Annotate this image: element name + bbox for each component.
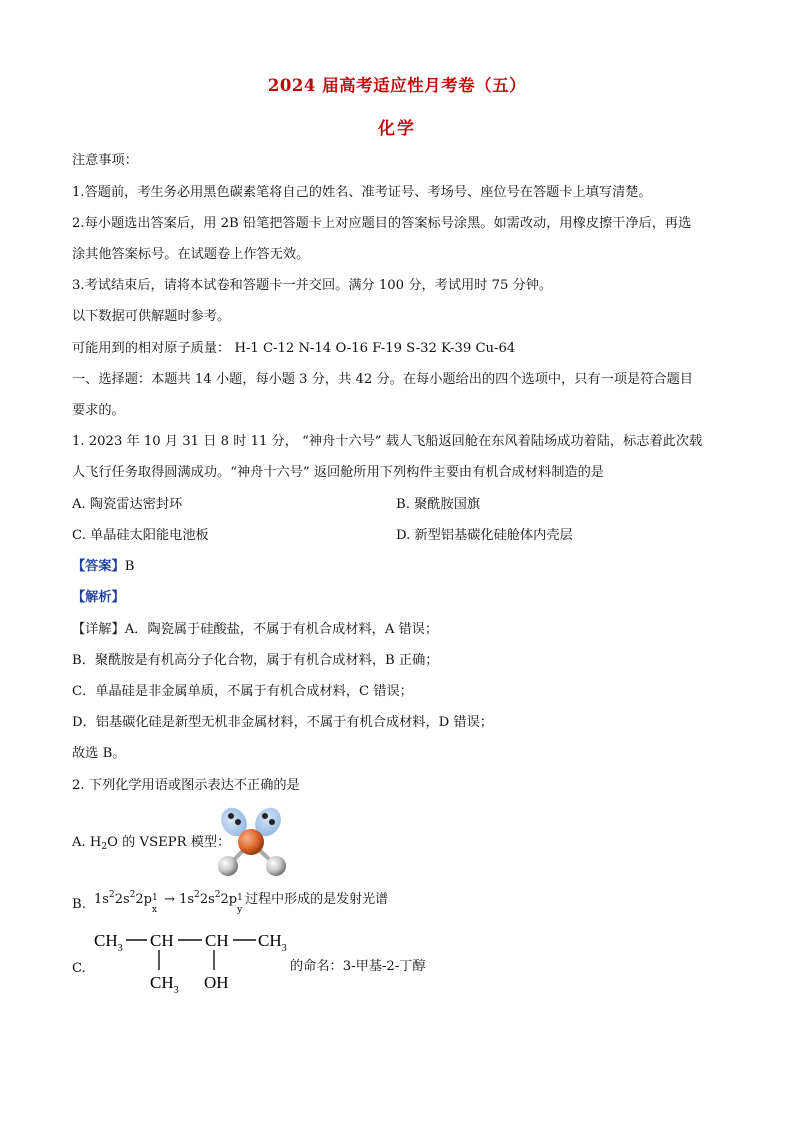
config-2p: 2p xyxy=(220,892,238,907)
atomic-mass-line: 可能用到的相对原子质量： H-1 C-12 N-14 O-16 F-19 S-32 K-39 Cu-64 xyxy=(72,341,516,356)
electron-dot xyxy=(228,813,234,819)
subject-title: 化学 xyxy=(378,119,416,139)
config-2s: 2s xyxy=(199,892,215,907)
q1-detail-c: C．单晶硅是非金属单质，不属于有机合成材料，C 错误； xyxy=(72,684,413,699)
answer-label: 【答案】 xyxy=(72,559,125,574)
notes-heading: 注意事项： xyxy=(72,153,138,168)
config-sup: 2 xyxy=(214,890,221,900)
arrow-icon: → xyxy=(164,892,176,907)
hydrogen-atom xyxy=(218,856,238,876)
electron-dot xyxy=(235,819,241,825)
note-1: 1.答题前，考生务必用黑色碳素笔将自己的姓名、准考证号、考场号、座位号在答题卡上填写清楚。 xyxy=(72,185,652,200)
q2-option-a-suffix: O 的 VSEPR 模型： xyxy=(107,835,231,850)
group-ch3-branch: $CH_3$ xyxy=(150,973,179,996)
group-ch3-left: $CH_3$ xyxy=(94,931,123,954)
analysis-label: 【解析】 xyxy=(72,590,125,605)
data-intro: 以下数据可供解题时参考。 xyxy=(72,309,231,324)
structural-formula xyxy=(92,926,292,998)
group-ch3-right: $CH_3$ xyxy=(258,931,287,954)
note-2a: 2.每小题选出答案后，用 2B 铅笔把答题卡上对应题目的答案标号涂黑。如需改动，用橡皮擦干净后，再选 xyxy=(72,216,692,231)
q1-detail-b: B．聚酰胺是有机高分子化合物，属于有机合成材料，B 正确； xyxy=(72,653,439,668)
config-sup: 2 xyxy=(108,890,115,900)
config-sub-y: y xyxy=(237,905,243,915)
group-oh: OH xyxy=(204,973,229,992)
q2-option-b-label: B. xyxy=(72,897,86,912)
q2-option-c-tail: 的命名：3-甲基-2-丁醇 xyxy=(290,959,426,974)
q1-analysis xyxy=(72,589,125,607)
detail-label: 【详解】 xyxy=(72,622,125,637)
electron-dot xyxy=(269,819,275,825)
section1-line1: 一、选择题：本题共 14 小题，每小题 3 分，共 42 分。在每小题给出的四个选项中，只有一项是符合题目 xyxy=(72,372,693,387)
q2-option-b-tail: 过程中形成的是发射光谱 xyxy=(245,892,389,907)
q1-stem-1: 1. 2023 年 10 月 31 日 8 时 11 分， “神舟十六号” 载人飞船返回舱在东风着陆场成功着陆，标志着此次载 xyxy=(72,434,703,449)
config-2s: 2s xyxy=(114,892,130,907)
electron-config-transition xyxy=(94,888,388,916)
config-2p: 2p xyxy=(135,892,152,907)
q1-detail-d: D．铝基碳化硅是新型无机非金属材料，不属于有机合成材料，D 错误； xyxy=(72,715,493,730)
q1-conclusion: 故选 B。 xyxy=(72,746,126,761)
q1-option-a: A. 陶瓷雷达密封环 xyxy=(72,497,183,512)
q1-answer xyxy=(72,558,134,576)
q1-detail-a xyxy=(72,621,438,639)
electron-dot xyxy=(262,813,268,819)
q1-option-d: D. 新型铝基碳化硅舱体内壳层 xyxy=(396,528,573,543)
config-1s: 1s xyxy=(179,892,195,907)
q2-option-a xyxy=(72,834,230,856)
group-ch-1: CH xyxy=(150,931,174,950)
config-sup: 2 xyxy=(129,890,136,900)
q1-option-c: C. 单晶硅太阳能电池板 xyxy=(72,528,209,543)
config-sub-x: x xyxy=(151,905,158,915)
note-3: 3.考试结束后，请将本试卷和答题卡一并交回。满分 100 分，考试用时 75 分钟。 xyxy=(72,278,553,293)
oxygen-atom xyxy=(238,829,264,855)
note-2b: 涂其他答案标号。在试题卷上作答无效。 xyxy=(72,247,310,262)
q2-stem: 2. 下列化学用语或图示表达不正确的是 xyxy=(72,778,300,793)
config-sup: 1 xyxy=(151,893,158,903)
q2-option-a-sub: 2 xyxy=(101,842,108,852)
q1-option-b: B. 聚酰胺国旗 xyxy=(396,497,481,512)
section1-line2: 要求的。 xyxy=(72,403,125,418)
answer-value: B xyxy=(124,559,135,574)
detail-a-text: A．陶瓷属于硅酸盐，不属于有机合成材料，A 错误； xyxy=(124,622,439,637)
config-sup: 2 xyxy=(194,890,200,900)
hydrogen-atom xyxy=(266,856,286,876)
group-ch-2: CH xyxy=(205,931,229,950)
vsepr-model-image xyxy=(210,804,294,880)
q1-stem-2: 人飞行任务取得圆满成功。“神舟十六号” 返回舱所用下列构件主要由有机合成材料制造的是 xyxy=(72,465,604,480)
config-1s: 1s xyxy=(94,892,109,907)
config-sup: 1 xyxy=(237,893,243,903)
q2-option-c-label: C. xyxy=(72,961,86,976)
exam-title: 2024 届高考适应性月考卷（五） xyxy=(267,76,527,95)
q2-option-a-prefix: A. H xyxy=(72,835,102,850)
